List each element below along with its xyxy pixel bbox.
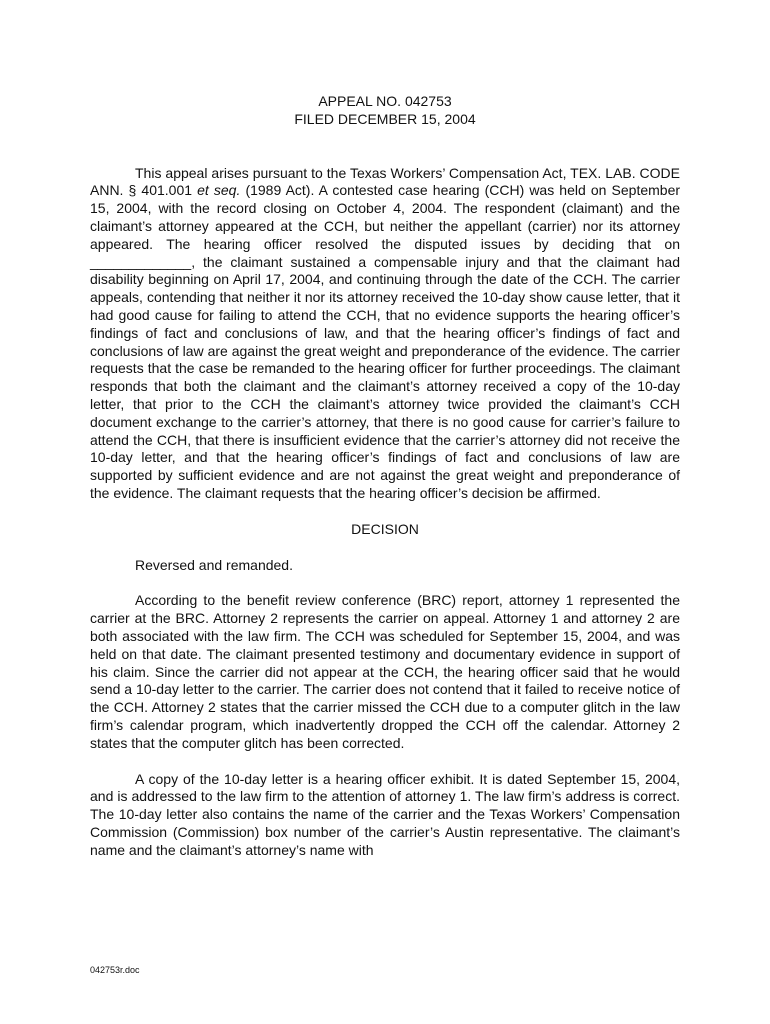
body-paragraph-letter: A copy of the 10-day letter is a hearing officer exhibit. It is dated September 15, 2004, and is addressed to the law firm to the attention of attorney 1. The law firm’s address is correct. The 10-day letter also contains the name of the carrier and the Texas Workers’ Compensation Commission (Commission) box number of the carrier’s Austin representative. The claimant’s name and the claimant’s attorney’s name with <box>90 770 680 858</box>
et-seq-italic: et seq. <box>197 182 241 199</box>
decision-heading: DECISION <box>351 520 419 537</box>
appeal-number: APPEAL NO. 042753 <box>318 93 452 109</box>
decision-ruling: Reversed and remanded. <box>135 556 293 573</box>
footer-filename: 042753r.doc <box>90 965 140 975</box>
filed-date: FILED DECEMBER 15, 2004 <box>294 110 476 127</box>
intro-paragraph: This appeal arises pursuant to the Texas Workers’ Compensation Act, TEX. LAB. CODE ANN. § 401.001 et seq. (1989 Act). A contested case hearing (CCH) was held on September 15, 2004, with the record closing on October 4, 2004. The respondent (claimant) and the claimant’s attorney appeared at the CCH, but neither the appellant (carrier) nor its attorney appeared. The hearing officer resolved the disputed issues by deciding that on _____________, the claimant sustained a compensable injury and that the claimant had disability beginning on April 17, 2004, and continuing through the date of the CCH. The carrier appeals, contending that neither it nor its attorney received the 10-day show cause letter, that it had good cause for failing to attend the CCH, that no evidence supports the hearing officer’s findings of fact and conclusions of law, and that the hearing officer’s findings of fact and conclusions of law are against the great weight and preponderance of the evidence. The carrier requests that the case be remanded to the hearing officer for further proceedings. The claimant responds that both the claimant and the claimant’s attorney received a copy of the 10-day letter, that prior to the CCH the claimant’s attorney twice provided the claimant’s CCH document exchange to the carrier’s attorney, that there is no good cause for carrier’s failure to attend the CCH, that there is insufficient evidence that the carrier’s attorney did not receive the 10-day letter, and that the hearing officer’s findings of fact and conclusions of law are supported by sufficient evidence and are not against the great weight and preponderance of the evidence. The claimant requests that the hearing officer’s decision be affirmed. <box>90 164 681 501</box>
body-paragraph-brc: According to the benefit review conference (BRC) report, attorney 1 represented the carrier at the BRC. Attorney 2 represents the carrier on appeal. Attorney 1 and attorney 2 are both associated with the law firm. The CCH was scheduled for September 15, 2004, and was held on that date. The claimant presented testimony and documentary evidence in support of his claim. Since the carrier did not appear at the CCH, the hearing officer said that he would send a 10-day letter to the carrier. The carrier does not contend that it failed to receive notice of the CCH. Attorney 2 states that the carrier missed the CCH due to a computer glitch in the law firm’s calendar program, which inadvertently dropped the CCH off the calendar. Attorney 2 states that the computer glitch has been corrected. <box>90 592 680 751</box>
document-body <box>90 93 680 859</box>
